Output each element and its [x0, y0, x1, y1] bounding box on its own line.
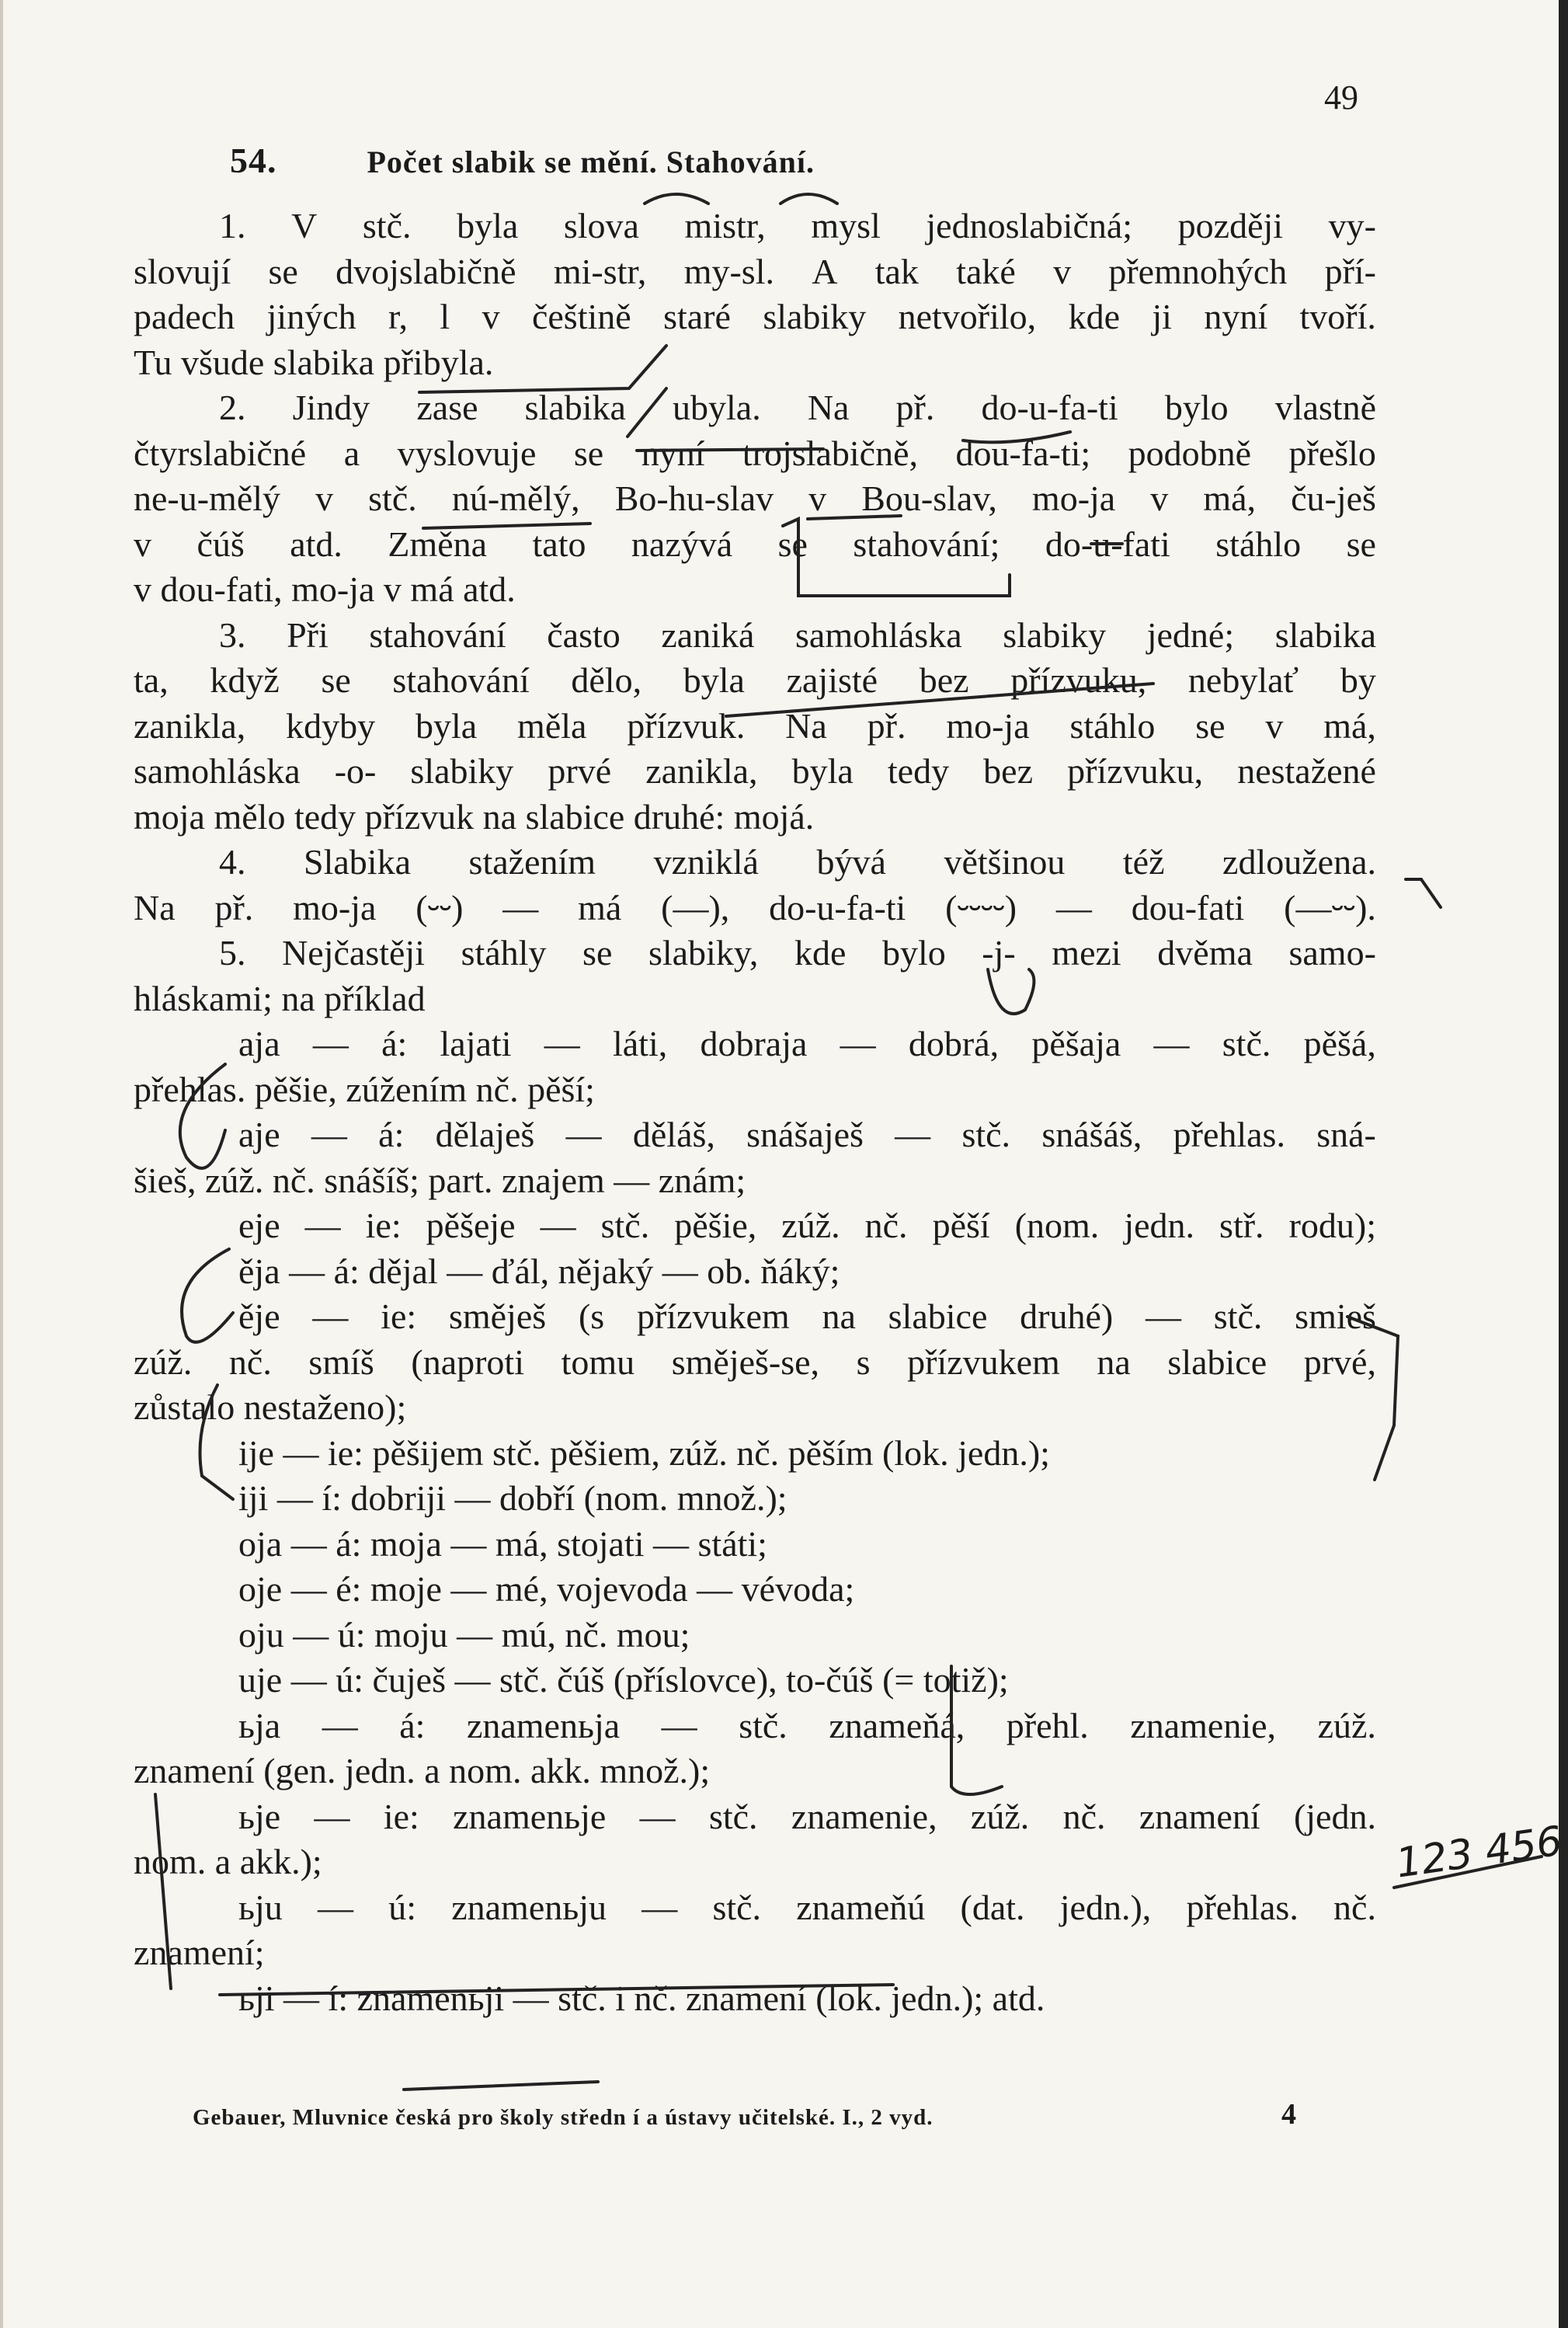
word: (—), — [661, 887, 730, 927]
word: staré — [663, 297, 731, 336]
arc-mark — [781, 194, 837, 204]
text-line — [134, 294, 1376, 340]
word: stč. — [362, 206, 412, 245]
text-line: moja mělo tedy přízvuk na slabice druhé: mojá. — [134, 796, 815, 837]
word: vlastně — [1274, 388, 1376, 427]
word: přízvuku, — [1067, 751, 1204, 791]
word: — — [840, 1024, 876, 1063]
section-number: 54. — [230, 141, 277, 180]
word: samohláska — [134, 751, 301, 791]
text-line: hláskami; na příklad — [134, 978, 426, 1018]
word: ěje — [238, 1296, 280, 1336]
body-text — [134, 204, 1376, 2021]
word: pěšie, — [674, 1206, 757, 1245]
word: stř. — [1219, 1206, 1264, 1245]
text-line: v dou-fati, mo-ja v má atd. — [134, 569, 516, 609]
text-line: oju — ú: moju — mú, nč. mou; — [238, 1614, 690, 1655]
word: — — [314, 1796, 350, 1836]
word: zúž. — [781, 1206, 840, 1245]
word: rodu); — [1288, 1206, 1376, 1245]
arc-mark — [645, 194, 708, 204]
text-line: znamení; — [134, 1933, 265, 1972]
word: prvé — [548, 751, 612, 791]
word: eje — [238, 1206, 280, 1245]
word: přízvukem — [907, 1341, 1060, 1382]
word: v — [134, 524, 151, 564]
text-line: oja — á: moja — má, stojati — státi; — [238, 1523, 767, 1564]
text-line — [134, 249, 1376, 295]
word: se — [1346, 524, 1376, 564]
word: stahování; — [853, 524, 1000, 564]
word: vy- — [1328, 206, 1376, 245]
word: stč. — [1222, 1024, 1271, 1063]
word: na — [1097, 1341, 1131, 1382]
word: — — [540, 1206, 576, 1245]
handwritten-margin-note: 123 456 — [1392, 1818, 1566, 1888]
word: dobraja — [700, 1024, 808, 1063]
word: má, — [1203, 478, 1257, 518]
word: tomu — [561, 1341, 635, 1382]
word: á: — [399, 1705, 426, 1745]
word: Při — [287, 614, 329, 655]
word: př. — [214, 887, 254, 927]
text-line — [134, 1340, 1376, 1386]
word: bylo — [1164, 388, 1229, 427]
word: čtyrslabičné — [134, 433, 307, 473]
word: pěší — [932, 1206, 990, 1245]
word: stč. — [739, 1705, 787, 1745]
word: nč. — [1062, 1796, 1106, 1836]
word: slova — [563, 206, 639, 245]
word: dvěma — [1157, 933, 1253, 973]
text-line — [134, 1203, 1376, 1249]
word: aja — [238, 1024, 280, 1063]
word: sná- — [1316, 1115, 1376, 1154]
word: (jedn. — [1293, 1796, 1376, 1836]
word: jiných — [266, 297, 356, 336]
word: ie: — [383, 1796, 419, 1836]
word: přízvukem — [636, 1296, 790, 1336]
word: jedné; — [1146, 614, 1235, 655]
text-line — [134, 931, 1376, 976]
word: aje — [238, 1115, 280, 1154]
word: stč. — [712, 1887, 762, 1927]
word: Bo-hu-slav — [614, 478, 774, 518]
word: — — [565, 1115, 602, 1154]
text-line: nom. a akk.); — [134, 1842, 322, 1881]
word: přešlo — [1288, 433, 1376, 473]
word: nyní — [641, 433, 705, 473]
word: stáhly — [461, 933, 547, 973]
word: Změna — [388, 524, 488, 564]
word: (⏑⏑⏑⏑) — [945, 887, 1017, 927]
word: se — [777, 524, 808, 564]
word: V — [291, 206, 318, 245]
word: dou-fati — [1131, 887, 1245, 927]
word: mo-ja — [293, 887, 377, 927]
text-line — [134, 1021, 1376, 1067]
word: stahování — [392, 660, 530, 700]
word: druhé) — [1020, 1296, 1114, 1336]
word: — — [661, 1705, 697, 1745]
word: se — [582, 933, 613, 973]
word: nyní — [1204, 297, 1268, 336]
word: 1. — [219, 206, 246, 245]
word: zanikla, — [134, 705, 246, 746]
word: (—⏑⏑). — [1284, 887, 1376, 927]
text-line — [134, 431, 1376, 477]
word: samo- — [1288, 933, 1376, 973]
word: — — [641, 1887, 678, 1927]
text-line: ije — ie: pěšijem stč. pěšiem, zúž. nč. pěším (lok. jedn.); — [238, 1432, 1050, 1473]
word: slabika — [1274, 614, 1376, 655]
word: mo-ja — [946, 705, 1030, 746]
word: á: — [378, 1115, 405, 1154]
word: čúš — [196, 524, 245, 564]
word: stč. — [1213, 1296, 1263, 1336]
word: — — [1055, 887, 1092, 927]
word: vyslovuje — [397, 433, 537, 473]
word: nú-mělý, — [451, 478, 580, 518]
word: na — [822, 1296, 856, 1336]
word: př. — [867, 705, 906, 746]
word: směješ — [448, 1296, 547, 1336]
word: smieš — [1295, 1296, 1376, 1336]
word: 3. — [219, 614, 246, 655]
word: mezi — [1052, 933, 1121, 973]
text-line — [134, 1885, 1376, 1931]
text-line — [134, 840, 1376, 886]
word: Na — [134, 887, 176, 927]
word: kde — [1068, 297, 1120, 336]
word: A — [812, 251, 838, 291]
word: má, — [1323, 705, 1376, 746]
word: a — [343, 433, 360, 473]
word: kdyby — [286, 705, 376, 746]
word: (naproti — [411, 1341, 524, 1382]
word: slabiky, — [648, 933, 759, 973]
word: dou-fa-ti; — [955, 433, 1091, 473]
word: stahování — [369, 614, 506, 655]
word: znamenie, — [791, 1796, 937, 1836]
word: — — [304, 1206, 341, 1245]
page-left-edge — [0, 0, 3, 2328]
word: zdloužena. — [1222, 842, 1376, 882]
word: — — [544, 1024, 580, 1063]
word: dělaješ — [435, 1115, 535, 1154]
text-line: přehlas. pěšie, zúžením nč. pěší; — [134, 1069, 595, 1109]
word: r, — [388, 297, 409, 336]
word: stáhlo — [1069, 705, 1156, 746]
word: znamení — [1139, 1796, 1260, 1836]
text-line — [134, 476, 1376, 522]
word: v — [1053, 251, 1072, 291]
text-line — [134, 1294, 1376, 1340]
word: tvoří. — [1299, 297, 1376, 336]
text-line — [134, 522, 1376, 568]
word: v — [1150, 478, 1169, 518]
page-footer: Gebauer, Mluvnice česká pro školy středn í a ústavy učitelské. I., 2 vyd. — [193, 2105, 933, 2130]
text-line: ěja — á: dějal — ďál, nějaký — ob. ňáký; — [238, 1251, 840, 1291]
word: směješ-se, — [671, 1341, 820, 1382]
word: — — [895, 1115, 931, 1154]
word: zúž. — [970, 1796, 1030, 1836]
word: pěšaja — [1031, 1024, 1121, 1063]
word: nč. — [228, 1341, 272, 1382]
word: Jindy — [292, 388, 370, 427]
word: slabice — [888, 1296, 988, 1336]
text-line — [134, 1703, 1376, 1749]
text-line: iji — í: dobriji — dobří (nom. množ.); — [238, 1478, 787, 1518]
word: se — [321, 660, 351, 700]
word: slabice — [1167, 1341, 1267, 1382]
word: v — [808, 478, 827, 518]
word: — — [1146, 1296, 1181, 1336]
word: byla — [791, 751, 854, 791]
word: přehlas. — [1186, 1887, 1299, 1927]
word: češtině — [531, 297, 631, 336]
word: bylo — [881, 933, 946, 973]
word: (nom. — [1014, 1206, 1100, 1245]
word: do-u-fa-ti — [981, 388, 1118, 427]
section-header — [230, 140, 815, 181]
word: bez — [983, 751, 1034, 791]
word: přemnohých — [1108, 251, 1288, 291]
word: též — [1122, 842, 1165, 882]
word: byla — [457, 206, 519, 245]
word: snášaješ — [746, 1115, 864, 1154]
word: má — [578, 887, 622, 927]
word: smíš — [308, 1341, 374, 1382]
word: tedy — [887, 751, 950, 791]
word: přízvuk. — [627, 705, 746, 746]
word: znamenьju — [451, 1887, 607, 1927]
text-line: uje — ú: čuješ — stč. čúš (příslovce), to-čúš (= totiž); — [238, 1660, 1009, 1700]
word: ta, — [134, 660, 169, 700]
word: se — [1195, 705, 1226, 746]
word: slabiky — [410, 751, 514, 791]
word: — — [322, 1705, 358, 1745]
word: Na — [785, 705, 827, 746]
word: nestažené — [1237, 751, 1376, 791]
word: s — [856, 1341, 871, 1382]
word: ie: — [381, 1296, 417, 1336]
word: tato — [532, 524, 586, 564]
word: ču-ješ — [1291, 478, 1376, 518]
text-line: šieš, zúž. nč. snášíš; part. znajem — znám; — [134, 1160, 746, 1200]
word: ji — [1152, 297, 1172, 336]
word: slabiky — [763, 297, 867, 336]
word: nebylať — [1187, 660, 1299, 700]
word: slabika — [524, 388, 626, 427]
text-line: ьji — í: znamenьji — stč. i nč. znamení (lok. jedn.); atd. — [238, 1978, 1045, 2018]
word: znamenie, — [1130, 1705, 1277, 1745]
word: měla — [517, 705, 587, 746]
text-line: oje — é: moje — mé, vojevoda — vévoda; — [238, 1569, 855, 1609]
word: se — [268, 251, 298, 291]
word: také — [956, 251, 1016, 291]
word: by — [1340, 660, 1376, 700]
word: bez — [919, 660, 969, 700]
word: tak — [874, 251, 919, 291]
word: ьja — [238, 1705, 281, 1745]
word: když — [210, 660, 280, 700]
word: znameňá, — [829, 1705, 965, 1745]
word: Bou-slav, — [861, 478, 997, 518]
word: — — [502, 887, 539, 927]
word: ú: — [388, 1887, 416, 1927]
text-line — [134, 658, 1376, 704]
word: stažením — [468, 842, 596, 882]
word: zúž. — [1317, 1705, 1376, 1745]
section-title: Počet slabik se mění. Stahování. — [367, 144, 815, 179]
text-line — [134, 1112, 1376, 1158]
word: 4. — [219, 842, 246, 882]
word: znameňú — [796, 1887, 926, 1927]
word: podobně — [1128, 433, 1252, 473]
word: dvojslabičně — [336, 251, 516, 291]
text-line — [134, 749, 1376, 795]
word: slabiky — [1003, 614, 1107, 655]
word: trojslabičně, — [742, 433, 919, 473]
word: často — [547, 614, 621, 655]
word: — — [311, 1115, 347, 1154]
word: jednoslabičná; — [926, 206, 1133, 245]
word: stč. — [961, 1115, 1011, 1154]
word: kde — [794, 933, 847, 973]
word: dobrá, — [908, 1024, 1000, 1063]
word: pří- — [1324, 251, 1376, 291]
word: — — [317, 1887, 353, 1927]
word: Na — [807, 388, 850, 427]
word: mo-ja — [1031, 478, 1116, 518]
word: ie: — [365, 1206, 402, 1245]
word: Slabika — [304, 842, 412, 882]
word: — — [639, 1796, 676, 1836]
word: vzniklá — [653, 842, 759, 882]
word: (dat. — [960, 1887, 1025, 1927]
word: do-u-fa-ti — [769, 887, 906, 927]
word: byla — [415, 705, 478, 746]
word: mysl — [811, 206, 881, 245]
word: do-u-fati — [1045, 524, 1170, 564]
underline-mark — [404, 2082, 598, 2090]
word: jedn. — [1124, 1206, 1195, 1245]
word: — — [312, 1024, 349, 1063]
word: ьje — [238, 1796, 281, 1836]
word: pěšá, — [1303, 1024, 1376, 1063]
word: lajati — [440, 1024, 512, 1063]
word: v — [1265, 705, 1284, 746]
word: přehlas. — [1173, 1115, 1285, 1154]
word: nč. — [1333, 1887, 1376, 1927]
word: zase — [416, 388, 478, 427]
word: přízvuku, — [1010, 660, 1147, 700]
word: bývá — [816, 842, 886, 882]
word: zanikla, — [645, 751, 758, 791]
text-line — [134, 1794, 1376, 1840]
word: slovují — [134, 251, 231, 291]
word: ьju — [238, 1887, 283, 1927]
word: Nejčastěji — [282, 933, 425, 973]
page-number: 49 — [1324, 78, 1358, 117]
word: jedn.), — [1059, 1887, 1152, 1927]
text-line — [134, 886, 1376, 931]
word: á: — [381, 1024, 408, 1063]
word: většinou — [944, 842, 1066, 882]
word: mistr, — [684, 206, 766, 245]
text-line — [134, 613, 1376, 659]
word: nazývá — [631, 524, 733, 564]
word: padech — [134, 297, 235, 336]
word: — — [312, 1296, 349, 1336]
text-line — [134, 204, 1376, 249]
text-line: zůstalo nestaženo); — [134, 1387, 407, 1427]
word: dělo, — [571, 660, 642, 700]
word: se — [573, 433, 604, 473]
word: netvořilo, — [898, 297, 1037, 336]
text-line: Tu všude slabika přibyla. — [134, 342, 494, 382]
word: děláš, — [632, 1115, 715, 1154]
word: -o- — [334, 751, 377, 791]
word: 5. — [219, 933, 246, 973]
word: znamenьja — [466, 1705, 621, 1745]
word: později — [1177, 206, 1284, 245]
word: přehl. — [1006, 1705, 1089, 1745]
word: (s — [578, 1296, 605, 1336]
word: (⏑⏑) — [415, 887, 464, 927]
word: stč. — [368, 478, 417, 518]
word: zajisté — [786, 660, 878, 700]
word: v — [482, 297, 500, 336]
word: láti, — [612, 1024, 668, 1063]
word: — — [1153, 1024, 1190, 1063]
word: snášáš, — [1041, 1115, 1142, 1154]
word: prvé, — [1303, 1341, 1376, 1382]
word: pěšeje — [426, 1206, 516, 1245]
word: byla — [683, 660, 745, 700]
text-line: znamení (gen. jedn. a nom. akk. množ.); — [134, 1751, 711, 1790]
word: v — [315, 478, 334, 518]
word: stč. — [708, 1796, 758, 1836]
word: ubyla. — [673, 388, 761, 427]
page-right-edge — [1559, 0, 1568, 2328]
text-line — [134, 704, 1376, 750]
word: zaniká — [661, 614, 755, 655]
word: atd. — [290, 524, 342, 564]
signature-mark: 4 — [1281, 2098, 1296, 2131]
word: zúž. — [134, 1341, 193, 1382]
word: znamenьje — [453, 1796, 607, 1836]
word: nč. — [864, 1206, 908, 1245]
word: samohláska — [795, 614, 962, 655]
word: stáhlo — [1215, 524, 1302, 564]
word: př. — [895, 388, 935, 427]
bracket-mark — [1406, 879, 1441, 907]
word: my-sl. — [683, 251, 774, 291]
word: 2. — [219, 388, 246, 427]
word: stč. — [600, 1206, 650, 1245]
word: l — [440, 297, 450, 336]
text-line — [134, 385, 1376, 431]
word: ne-u-mělý — [134, 478, 281, 518]
word: -j- — [982, 933, 1016, 973]
word: mi-str, — [553, 251, 647, 291]
